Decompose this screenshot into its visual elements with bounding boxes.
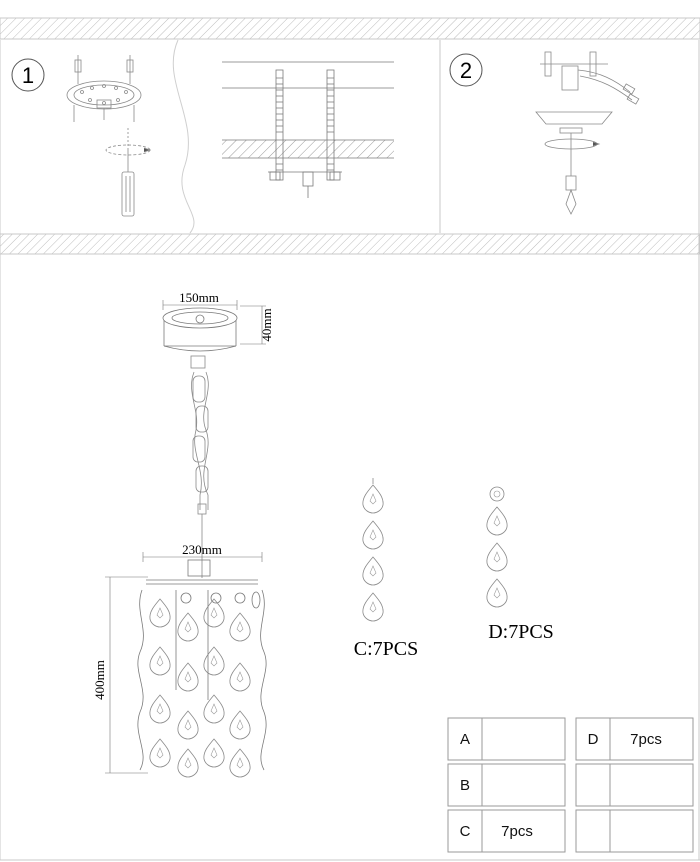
crystal-drops-body [150,599,250,777]
part-d-caption: D:7PCS [488,621,554,643]
svg-text:2: 2 [459,58,473,83]
canopy-height-label: 40mm [259,308,274,342]
step-1-mounting-plate [67,55,141,150]
part-c-crystal-strand [363,478,383,621]
step-2-badge [450,54,482,86]
table-cell-qty: 7pcs [630,731,662,748]
body-height-dimension [105,577,148,773]
screwdriver-icon [106,145,150,216]
body-height-label: 400mm [92,660,107,700]
middle-hatch-band [0,234,700,254]
ceiling-section-view [222,62,394,198]
part-c-caption: C:7PCS [353,638,419,660]
canopy-width-label: 150mm [179,290,219,305]
table-cell-letter: A [459,731,471,748]
wavy-break-line [173,40,194,233]
step-2-wiring-assembly [536,52,639,214]
part-d-crystal-strand [487,487,507,607]
parts-table-text [460,731,662,840]
svg-text:1: 1 [21,63,35,88]
canopy-plate [163,308,237,351]
table-cell-letter: C [459,823,471,840]
table-cell-letter: D [587,731,599,748]
table-cell-qty: 7pcs [501,823,533,840]
lamp-body-frame [138,560,266,770]
body-width-label: 230mm [182,542,222,557]
table-cell-letter: B [459,777,471,794]
step-1-badge [12,59,44,91]
top-hatch-band [0,18,700,39]
